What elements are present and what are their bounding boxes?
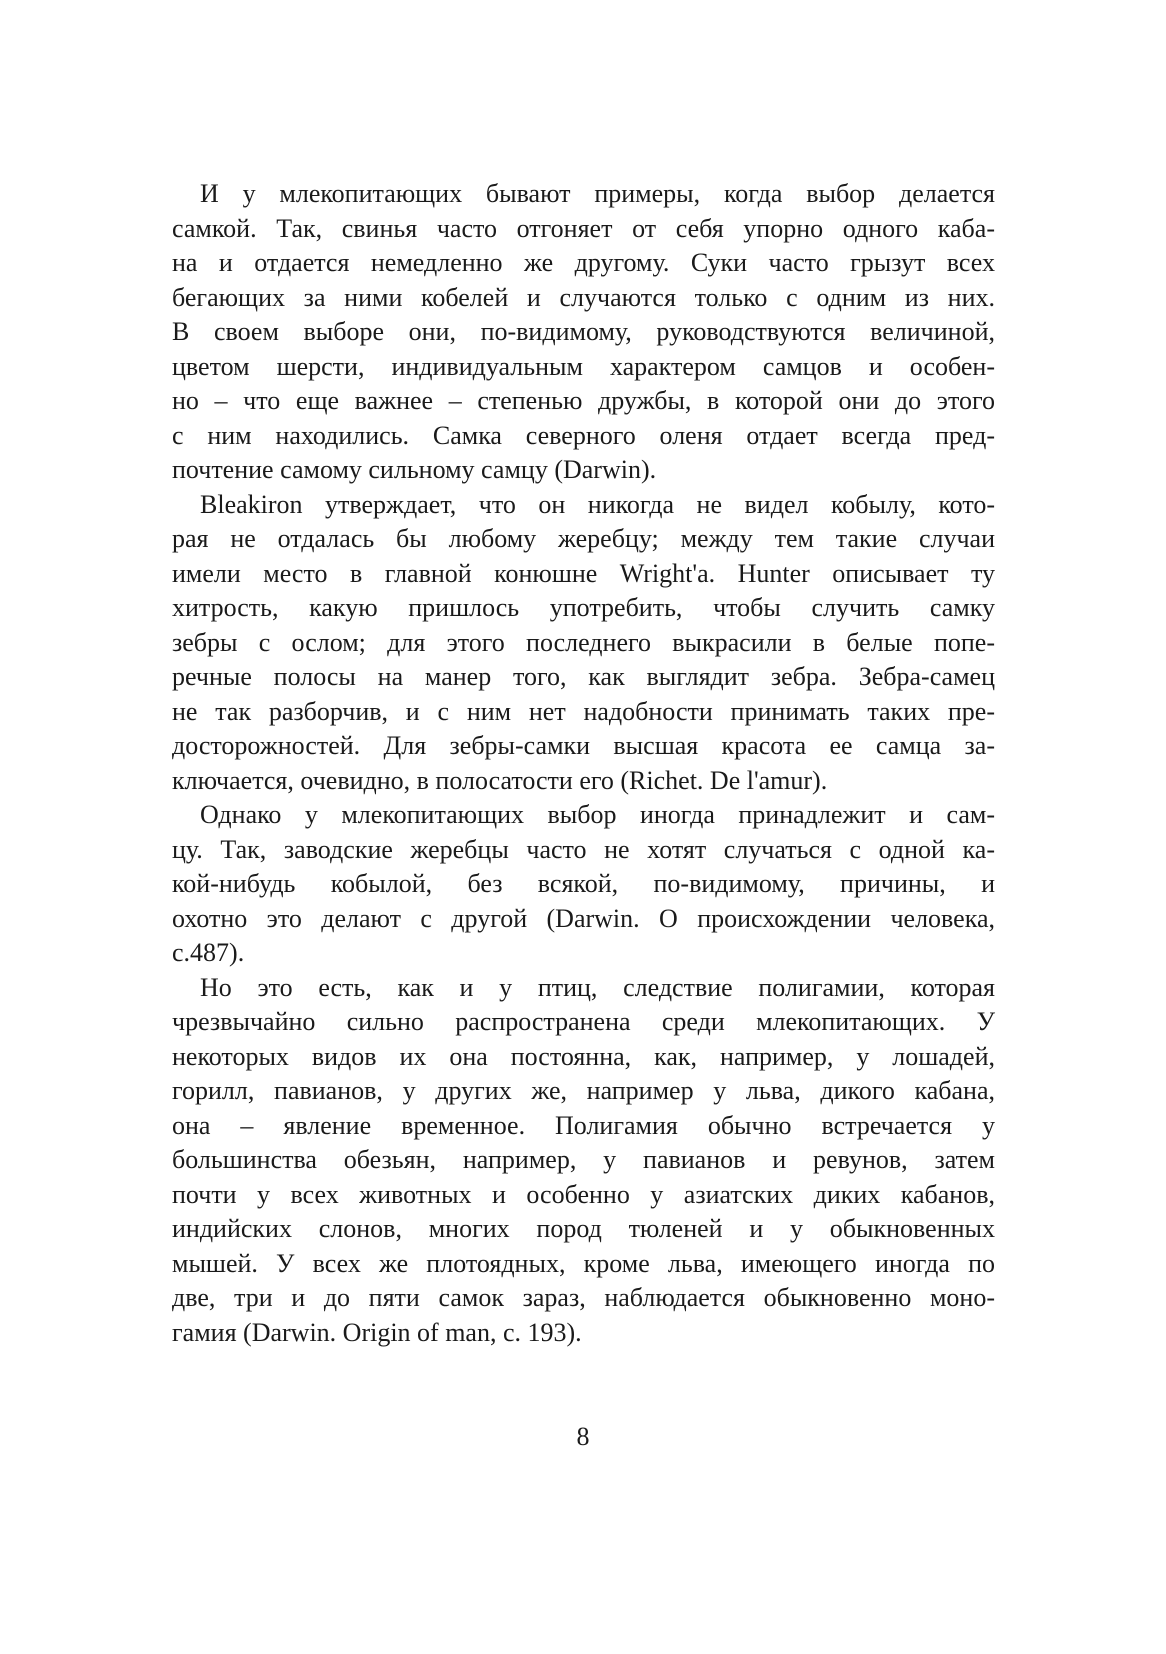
text-line: с ним находились. Самка северного оленя отдает всегда пред- [172, 420, 995, 450]
text-line: В своем выборе они, по-видимому, руководствуются величиной, [172, 317, 995, 346]
text-line: цветом шерсти, индивидуальным характером самцов и особен- [172, 351, 995, 381]
text-line: горилл, павианов, у других же, например у льва, дикого кабана, [172, 1076, 995, 1105]
text-line: Однако у млекопитающих выбор иногда принадлежит и сам- [200, 800, 995, 829]
text-line: с.487). [172, 938, 245, 967]
text-line: зебры с ослом; для этого последнего выкрасили в белые попе- [172, 627, 995, 657]
text-line: бегающих за ними кобелей и случаются только с одним из них. [172, 282, 995, 312]
text-line: две, три и до пяти самок зараз, наблюдается обыкновенно моно- [172, 1283, 995, 1312]
text-line: она – явление временное. Полигамия обычно встречается у [172, 1110, 995, 1140]
text-line: большинства обезьян, например, у павианов и ревунов, затем [172, 1145, 995, 1174]
text-line: досторожностей. Для зебры-самки высшая красота ее самца за- [172, 731, 995, 760]
paragraph [172, 971, 995, 1351]
text-line: цу. Так, заводские жеребцы часто не хотят случаться с одной ка- [172, 834, 995, 864]
text-line: имели место в главной конюшне Wright'a. Hunter описывает ту [172, 558, 995, 588]
paragraph [172, 177, 995, 488]
text-line: чрезвычайно сильно распространена среди млекопитающих. У [172, 1007, 995, 1036]
text-line: на и отдается немедленно же другому. Суки часто грызут всех [172, 248, 995, 277]
text-line: но – что еще важнее – степенью дружбы, в которой они до этого [172, 386, 995, 415]
paragraph [172, 488, 995, 799]
text-line: индийских слонов, многих пород тюленей и у обыкновенных [172, 1214, 995, 1243]
text-line: речные полосы на манер того, как выглядит зебра. Зебра-самец [172, 662, 995, 691]
text-line: Но это есть, как и у птиц, следствие полигамии, которая [200, 972, 995, 1002]
text-line: ключается, очевидно, в полосатости его (Richet. De l'amur). [172, 765, 828, 795]
text-line: И у млекопитающих бывают примеры, когда выбор делается [200, 179, 995, 208]
text-line: хитрость, какую пришлось употребить, чтобы случить самку [172, 593, 995, 622]
text-line: рая не отдалась бы любому жеребцу; между тем такие случаи [172, 524, 995, 553]
text-line: некоторых видов их она постоянна, как, например, у лошадей, [172, 1041, 995, 1071]
text-line: кой-нибудь кобылой, без всякой, по-видимому, причины, и [172, 869, 995, 898]
text-line: мышей. У всех же плотоядных, кроме льва, имеющего иногда по [172, 1248, 995, 1278]
body-text [172, 177, 995, 1350]
text-line: охотно это делают с другой (Darwin. О происхождении человека, [172, 903, 995, 933]
text-line: самкой. Так, свинья часто отгоняет от себя упорно одного каба- [172, 213, 995, 243]
text-line: почти у всех животных и особенно у азиатских диких кабанов, [172, 1179, 995, 1209]
page-number: 8 [576, 1422, 590, 1451]
text-line: Bleakiron утверждает, что он никогда не видел кобылу, кото- [200, 489, 995, 519]
paragraph [172, 798, 995, 971]
text-line: гамия (Darwin. Origin of man, с. 193). [172, 1317, 582, 1347]
text-line: не так разборчив, и с ним нет надобности принимать таких пре- [172, 696, 995, 726]
text-line: почтение самому сильному самцу (Darwin). [172, 455, 657, 484]
